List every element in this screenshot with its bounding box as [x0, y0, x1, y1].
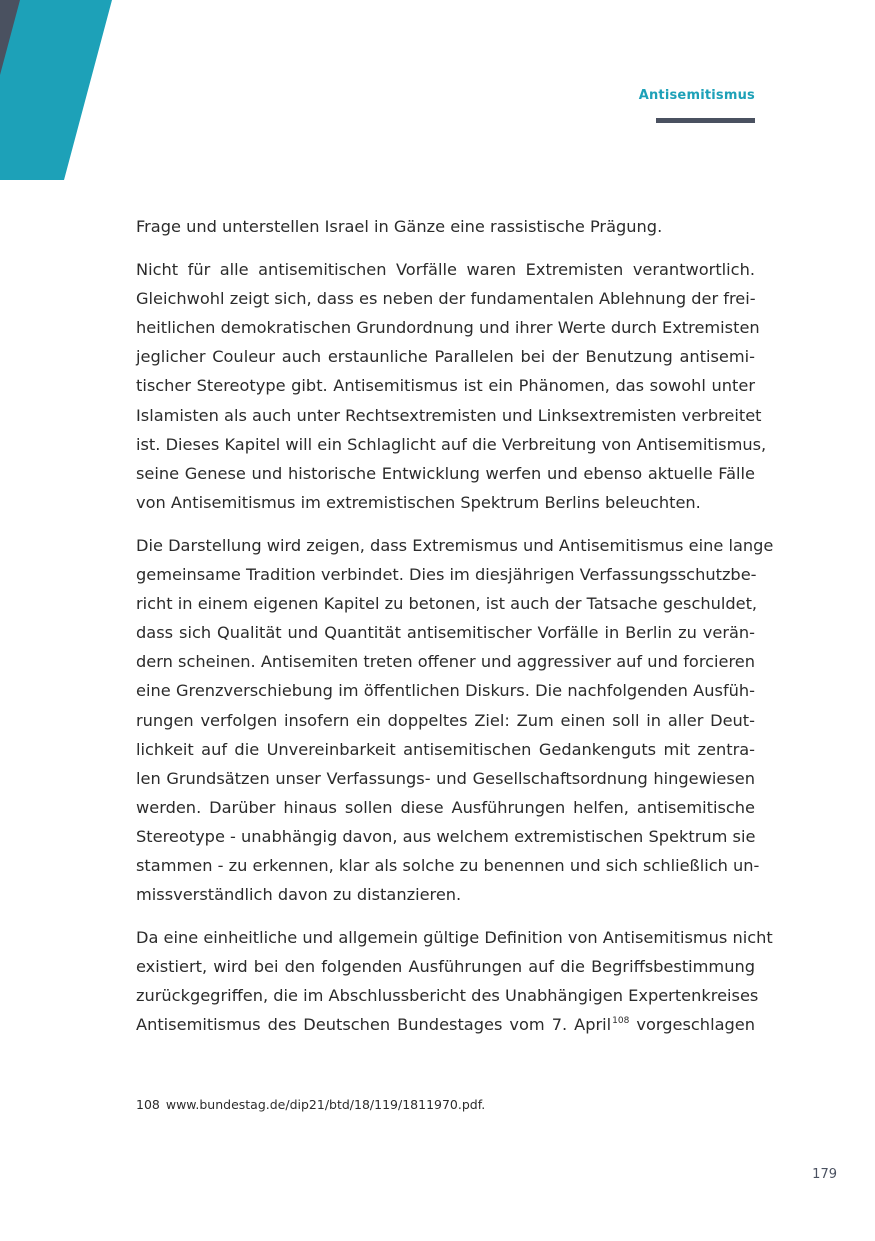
text-line: lichkeit auf die Unvereinbarkeit antisemitischen Gedankenguts mit zentra- — [136, 739, 755, 759]
paragraph-3 — [136, 531, 774, 909]
text-line: Frage und unterstellen Israel in Gänze eine rassistische Prägung. — [136, 217, 663, 236]
footnote — [136, 1097, 485, 1112]
footnote-text: www.bundestag.de/dip21/btd/18/119/1811970.pdf. — [165, 1097, 486, 1112]
text-line: werden. Darüber hinaus sollen diese Ausführungen helfen, antisemitische — [136, 797, 755, 817]
running-header-title: Antisemitismus — [638, 88, 755, 103]
body-text — [136, 212, 774, 1058]
text-line: eine Grenzverschiebung im öffentlichen Diskurs. Die nachfolgenden Ausfüh- — [136, 681, 755, 701]
text-line: tischer Stereotype gibt. Antisemitismus ist ein Phänomen, das sowohl unter — [136, 376, 755, 396]
text-line: zurückgegriffen, die im Abschlussbericht des Unabhängigen Expertenkreises — [136, 986, 759, 1006]
page-number: 179 — [812, 1167, 837, 1182]
text-line: len Grundsätzen unser Verfassungs- und Gesellschaftsordnung hingewiesen — [136, 768, 755, 788]
paragraph-1 — [136, 212, 755, 241]
line-text: Antisemitismus des Deutschen Bundestages vom 7. April — [136, 1015, 612, 1035]
text-line: ist. Dieses Kapitel will ein Schlaglicht auf die Verbreitung von Antisemitismus, — [136, 434, 767, 454]
paragraph-4 — [136, 923, 773, 1043]
corner-accent-shape — [0, 0, 120, 180]
text-line: existiert, wird bei den folgenden Ausführungen auf die Begriffsbestimmung — [136, 957, 755, 977]
text-line: von Antisemitismus im extremistischen Spektrum Berlins beleuchten. — [136, 492, 701, 512]
text-line: gemeinsame Tradition verbindet. Dies im diesjährigen Verfassungsschutzbe- — [136, 565, 757, 585]
text-line: heitlichen demokratischen Grundordnung und ihrer Werte durch Extremisten — [136, 318, 760, 338]
footnote-number: 108 — [136, 1097, 160, 1112]
footnote-reference[interactable]: 108 — [612, 1016, 630, 1027]
text-line: Die Darstellung wird zeigen, dass Extremismus und Antisemitismus eine lange — [136, 535, 774, 555]
text-line: Islamisten als auch unter Rechtsextremisten und Linksextremisten verbreitet — [136, 405, 762, 425]
paragraph-2 — [136, 255, 767, 517]
header-rule — [656, 118, 755, 123]
text-line: seine Genese und historische Entwicklung werfen und ebenso aktuelle Fälle — [136, 463, 755, 483]
text-line: Nicht für alle antisemitischen Vorfälle waren Extremisten verantwortlich. — [136, 260, 755, 280]
line-text: vorgeschlagen — [629, 1015, 755, 1035]
text-line-with-footnote — [136, 1010, 755, 1043]
text-line: Stereotype - unabhängig davon, aus welchem extremistischen Spektrum sie — [136, 826, 756, 846]
text-line: dass sich Qualität und Quantität antisemitischer Vorfälle in Berlin zu verän- — [136, 623, 755, 643]
text-line: jeglicher Couleur auch erstaunliche Parallelen bei der Benutzung antisemi- — [136, 347, 755, 367]
text-line: richt in einem eigenen Kapitel zu betonen, ist auch der Tatsache geschuldet, — [136, 594, 758, 614]
text-line: Gleichwohl zeigt sich, dass es neben der fundamentalen Ablehnung der frei- — [136, 289, 756, 309]
text-line: Da eine einheitliche und allgemein gültige Definition von Antisemitismus nicht — [136, 928, 773, 948]
text-line: rungen verfolgen insofern ein doppeltes Ziel: Zum einen soll in aller Deut- — [136, 710, 755, 730]
text-line: dern scheinen. Antisemiten treten offener und aggressiver auf und forcieren — [136, 652, 755, 672]
text-line: missverständlich davon zu distanzieren. — [136, 885, 462, 905]
text-line: stammen - zu erkennen, klar als solche zu benennen und sich schließlich un- — [136, 855, 760, 875]
